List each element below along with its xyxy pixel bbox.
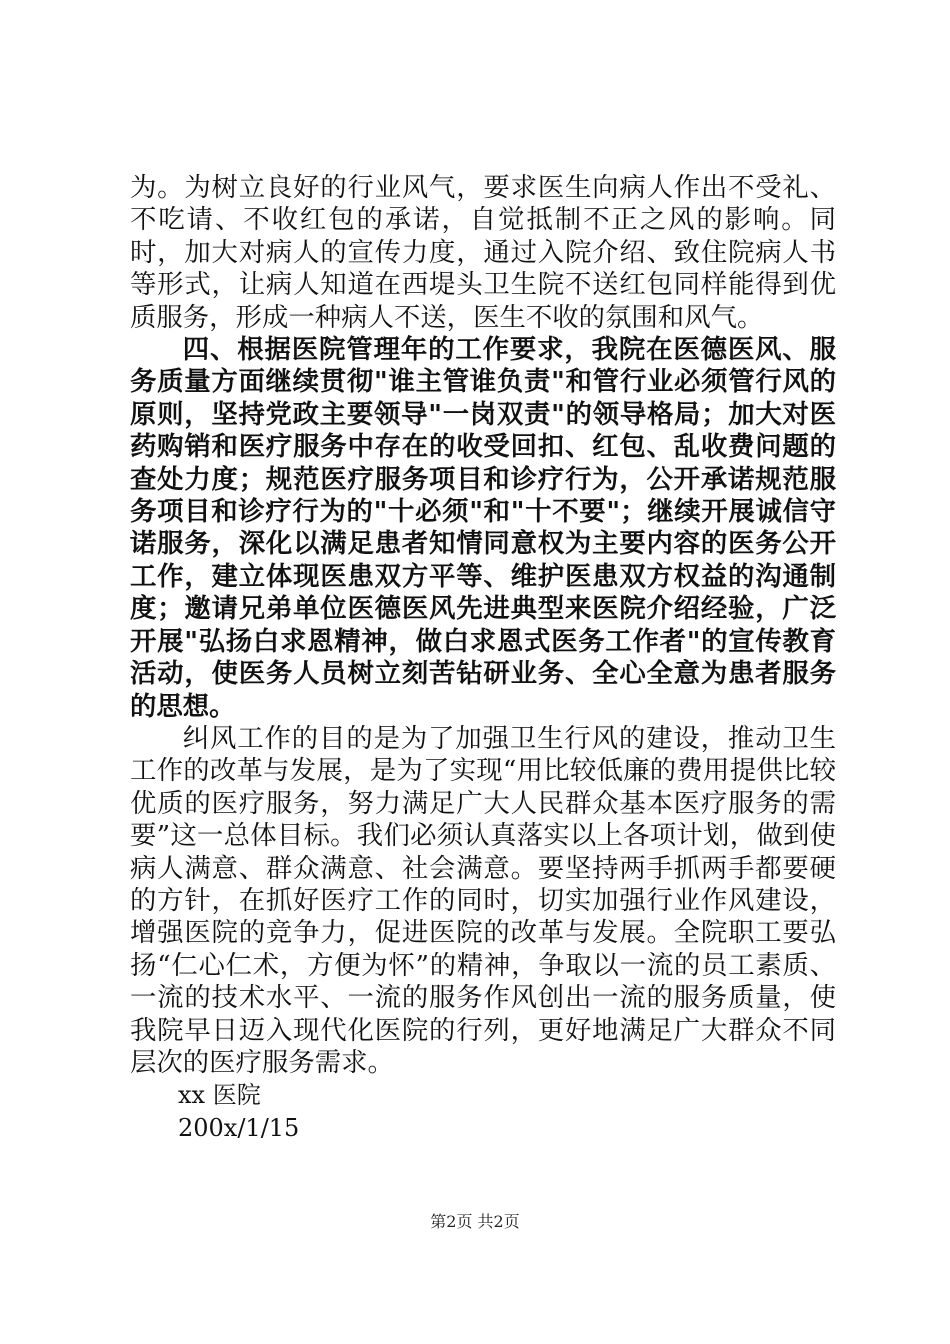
signature-organization: xx 医院 bbox=[178, 1081, 261, 1110]
paragraph-continuation: 为。为树立良好的行业风气，要求医生向病人作出不受礼、不吃请、不收红包的承诺，自觉抵制不正之风的影响。同时，加大对病人的宣传力度，通过入院介绍、致住院病人书等形式，让病人知道在西堤头卫生院不送红包同样能得到优质服务，形成一种病人不送，医生不收的氛围和风气。 bbox=[130, 172, 836, 333]
paragraph-section-four: 四、根据医院管理年的工作要求，我院在医德医风、服务质量方面继续贯彻"谁主管谁负责"和管行业必须管行风的原则，坚持党政主要领导"一岗双责"的领导格局；加大对医药购销和医疗服务中存在的收受回扣、红包、乱收费问题的查处力度；规范医疗服务项目和诊疗行为，公开承诺规范服务项目和诊疗行为的"十必须"和"十不要"；继续开展诚信守诺服务，深化以满足患者知情同意权为主要内容的医务公开工作，建立体现医患双方平等、维护医患双方权益的沟通制度；邀请兄弟单位医德医风先进典型来医院介绍经验，广泛开展"弘扬白求恩精神，做白求恩式医务工作者"的宣传教育活动，使医务人员树立刻苦钻研业务、全心全意为患者服务的思想。 bbox=[130, 334, 836, 722]
paragraph-conclusion: 纠风工作的目的是为了加强卫生行风的建设，推动卫生工作的改革与发展，是为了实现“用比较低廉的费用提供比较优质的医疗服务，努力满足广大人民群众基本医疗服务的需要”这一总体目标。我们必须认真落实以上各项计划，做到使病人满意、群众满意、社会满意。要坚持两手抓两手都要硬的方针，在抓好医疗工作的同时，切实加强行业作风建设，增强医院的竞争力，促进医院的改革与发展。全院职工要弘扬“仁心仁术，方便为怀”的精神，争取以一流的员工素质、一流的技术水平、一流的服务作风创出一流的服务质量，使我院早日迈入现代化医院的行列，更好地满足广大群众不同层次的医疗服务需求。 bbox=[130, 722, 836, 1078]
signature-date: 200x/1/15 bbox=[178, 1113, 300, 1142]
page-footer: 第2页 共2页 bbox=[430, 1212, 520, 1231]
document-body bbox=[130, 172, 836, 1144]
